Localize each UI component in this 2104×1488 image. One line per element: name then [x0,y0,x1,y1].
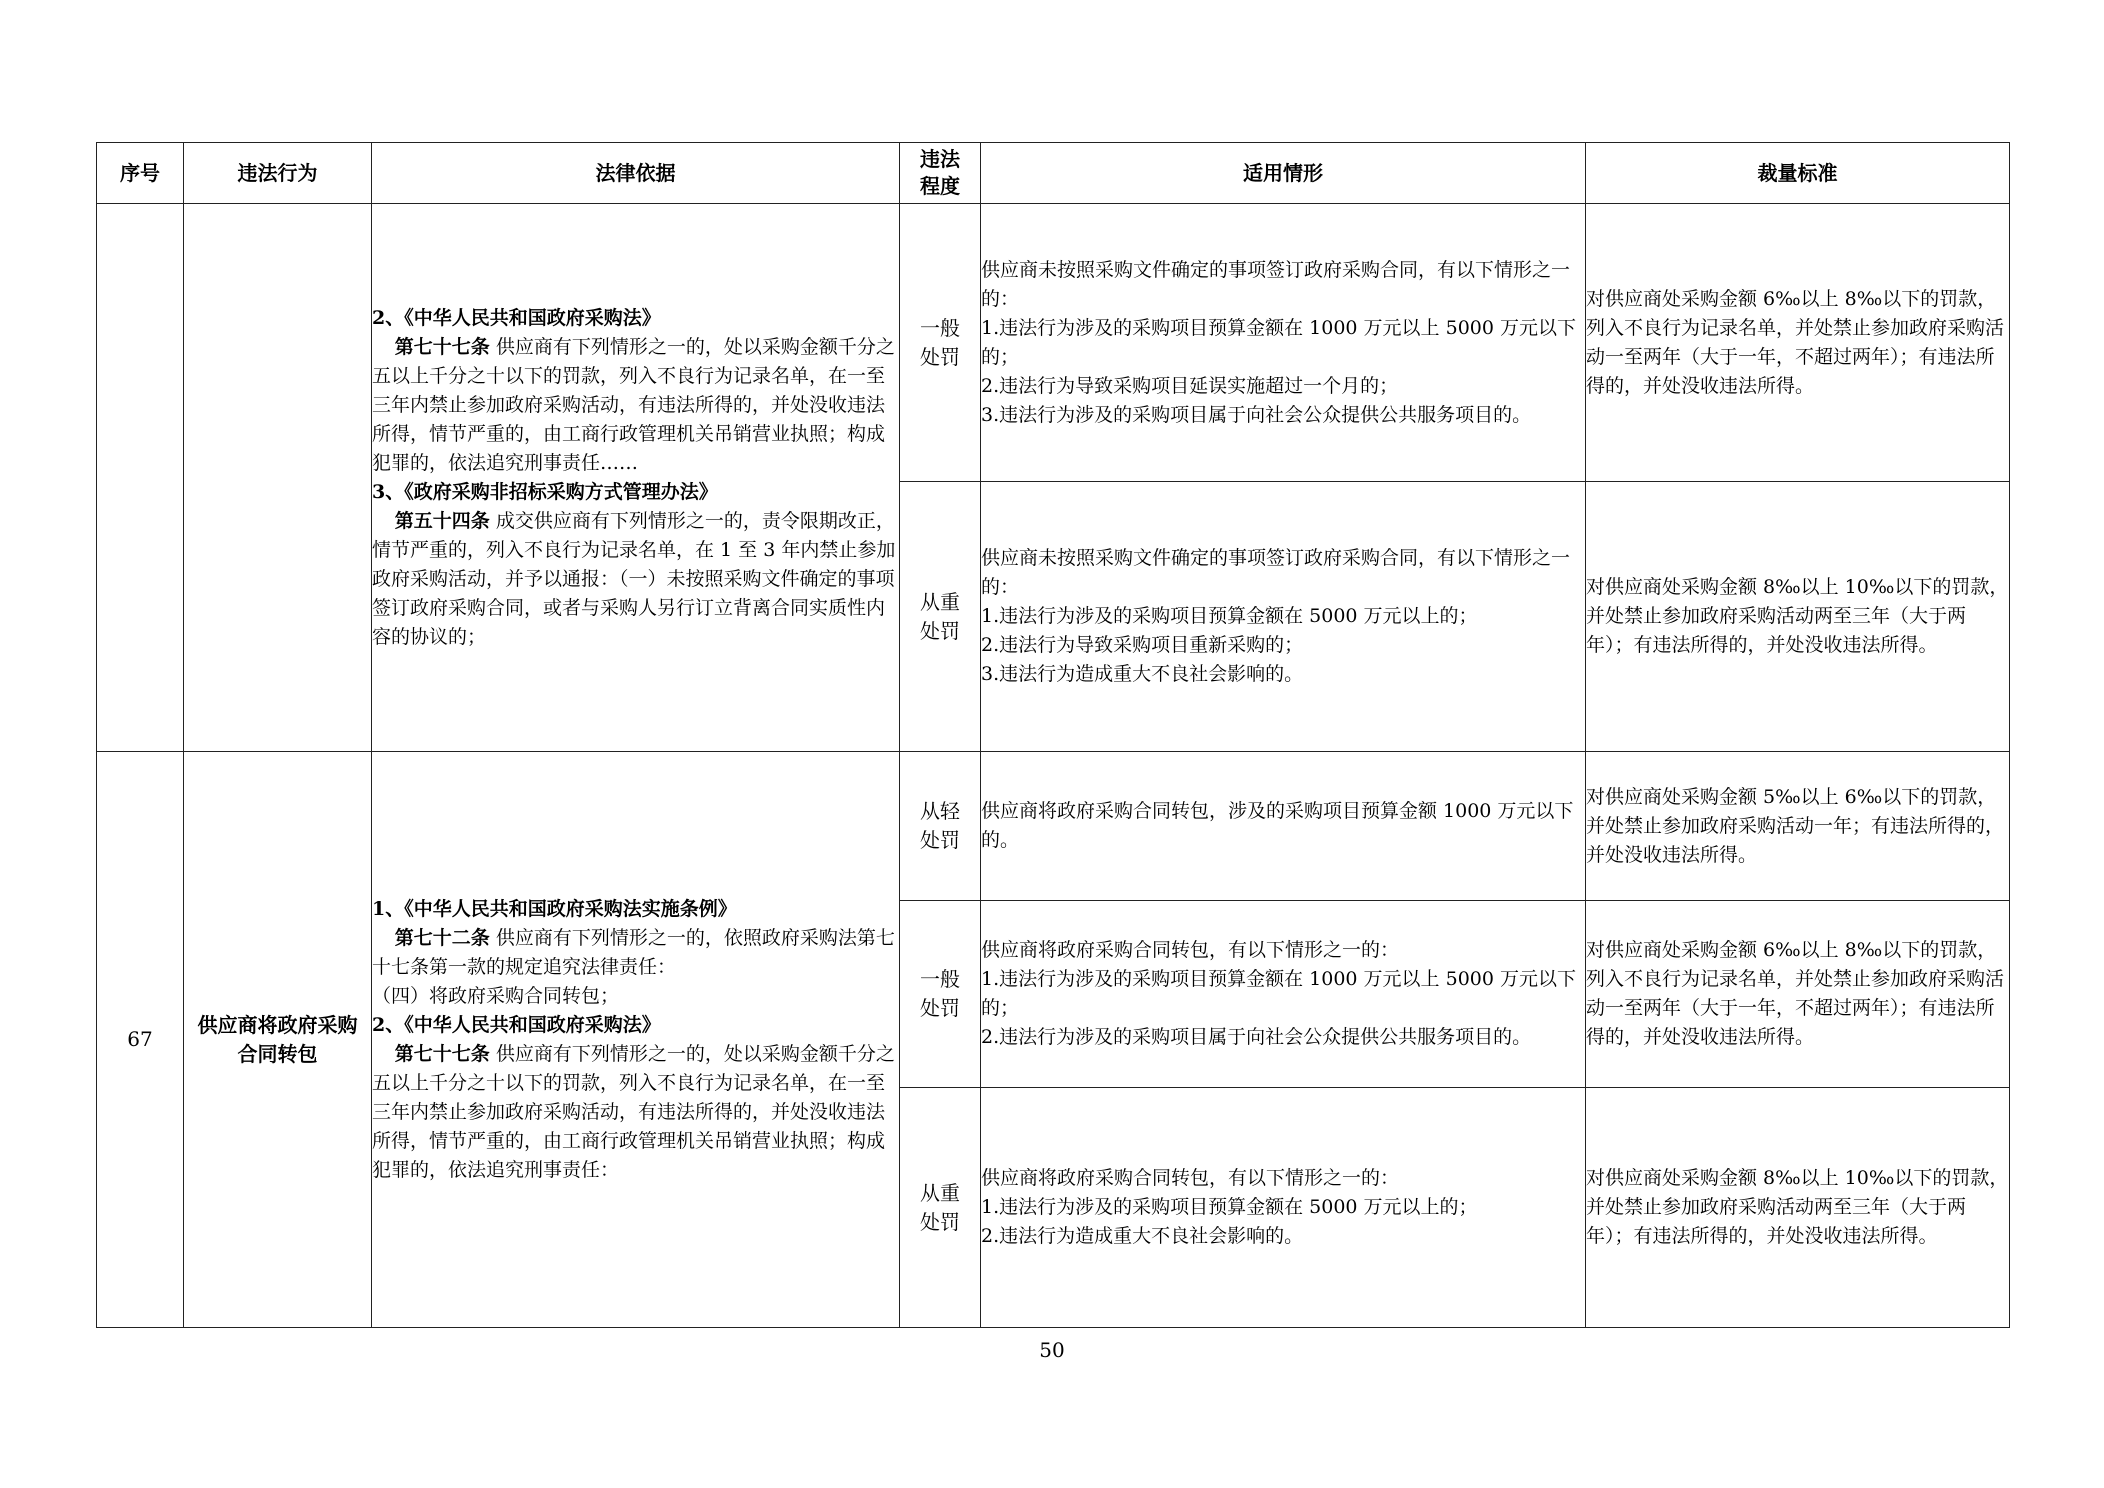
law-entry [372,1011,899,1185]
table-row [97,752,2010,901]
article-text: 供应商有下列情形之一的，处以采购金额千分之五以上千分之十以下的罚款，列入不良行为记录名单，在一至三年内禁止参加政府采购活动，有违法所得的，并处没收违法所得，情节严重的，由工商行政管理机关吊销营业执照；构成犯罪的，依法追究刑事责任…… [372,335,895,474]
row-number-cell [97,204,184,752]
law-article [372,924,899,1011]
law-title: 3、《政府采购非招标采购方式管理办法》 [372,480,718,503]
situation-cell: 供应商未按照采购文件确定的事项签订政府采购合同，有以下情形之一的： 1.违法行为涉及的采购项目预算金额在 1000 万元以上 5000 万元以下的； 2.违法行为导致采购项目延误实施超过一个月的； 3.违法行为涉及的采购项目属于向社会公众提供公共服务项目的。 [981,204,1586,482]
law-article [372,507,899,652]
law-title: 2、《中华人民共和国政府采购法》 [372,306,661,329]
row-number-cell: 67 [97,752,184,1328]
degree-cell: 一般处罚 [900,901,981,1088]
law-entry [372,895,899,1011]
legal-basis-cell [372,204,900,752]
table-row [97,204,2010,482]
situation-cell: 供应商将政府采购合同转包，涉及的采购项目预算金额 1000 万元以下的。 [981,752,1586,901]
header-standard: 裁量标准 [1586,143,2010,204]
degree-cell: 从轻处罚 [900,752,981,901]
standard-cell: 对供应商处采购金额 5‰以上 6‰以下的罚款，并处禁止参加政府采购活动一年；有违法所得的，并处没收违法所得。 [1586,752,2010,901]
header-situation: 适用情形 [981,143,1586,204]
article-number: 第七十七条 [394,1042,490,1065]
violation-cell: 供应商将政府采购合同转包 [184,752,372,1328]
law-article [372,333,899,478]
header-legal-basis: 法律依据 [372,143,900,204]
header-degree: 违法程度 [900,143,981,204]
page-number: 50 [1039,1338,1065,1362]
standard-cell: 对供应商处采购金额 6‰以上 8‰以下的罚款，列入不良行为记录名单，并处禁止参加政府采购活动一至两年（大于一年，不超过两年）；有违法所得的，并处没收违法所得。 [1586,901,2010,1088]
standard-cell: 对供应商处采购金额 8‰以上 10‰以下的罚款，并处禁止参加政府采购活动两至三年（大于两年）；有违法所得的，并处没收违法所得。 [1586,482,2010,752]
law-article [372,1040,899,1185]
situation-cell: 供应商将政府采购合同转包，有以下情形之一的： 1.违法行为涉及的采购项目预算金额在 5000 万元以上的； 2.违法行为造成重大不良社会影响的。 [981,1088,1586,1328]
degree-cell: 从重处罚 [900,1088,981,1328]
article-text: 供应商有下列情形之一的，依照政府采购法第七十七条第一款的规定追究法律责任： （四）将政府采购合同转包； [372,926,895,1007]
header-seq: 序号 [97,143,184,204]
situation-cell: 供应商未按照采购文件确定的事项签订政府采购合同，有以下情形之一的： 1.违法行为涉及的采购项目预算金额在 5000 万元以上的； 2.违法行为导致采购项目重新采购的； 3.违法行为造成重大不良社会影响的。 [981,482,1586,752]
article-number: 第七十七条 [394,335,490,358]
law-title: 2、《中华人民共和国政府采购法》 [372,1013,661,1036]
legal-basis-cell [372,752,900,1328]
article-number: 第七十二条 [394,926,490,949]
standard-cell: 对供应商处采购金额 8‰以上 10‰以下的罚款，并处禁止参加政府采购活动两至三年（大于两年）；有违法所得的，并处没收违法所得。 [1586,1088,2010,1328]
violation-cell [184,204,372,752]
table-header-row [97,143,2010,204]
law-title: 1、《中华人民共和国政府采购法实施条例》 [372,897,737,920]
law-entry [372,304,899,478]
standard-cell: 对供应商处采购金额 6‰以上 8‰以下的罚款，列入不良行为记录名单，并处禁止参加政府采购活动一至两年（大于一年，不超过两年）；有违法所得的，并处没收违法所得。 [1586,204,2010,482]
article-number: 第五十四条 [394,509,490,532]
article-text: 成交供应商有下列情形之一的，责令限期改正，情节严重的，列入不良行为记录名单，在 1 至 3 年内禁止参加政府采购活动，并予以通报：（一）未按照采购文件确定的事项签订政府采购合同，或者与采购人另行订立背离合同实质性内容的协议的； [372,509,896,648]
penalty-standards-table [96,142,2010,1328]
degree-cell: 一般处罚 [900,204,981,482]
article-text: 供应商有下列情形之一的，处以采购金额千分之五以上千分之十以下的罚款，列入不良行为记录名单，在一至三年内禁止参加政府采购活动，有违法所得的，并处没收违法所得，情节严重的，由工商行政管理机关吊销营业执照；构成犯罪的，依法追究刑事责任： [372,1042,895,1181]
situation-cell: 供应商将政府采购合同转包，有以下情形之一的： 1.违法行为涉及的采购项目预算金额在 1000 万元以上 5000 万元以下的； 2.违法行为涉及的采购项目属于向社会公众提供公共服务项目的。 [981,901,1586,1088]
degree-cell: 从重处罚 [900,482,981,752]
law-entry [372,478,899,652]
header-violation: 违法行为 [184,143,372,204]
